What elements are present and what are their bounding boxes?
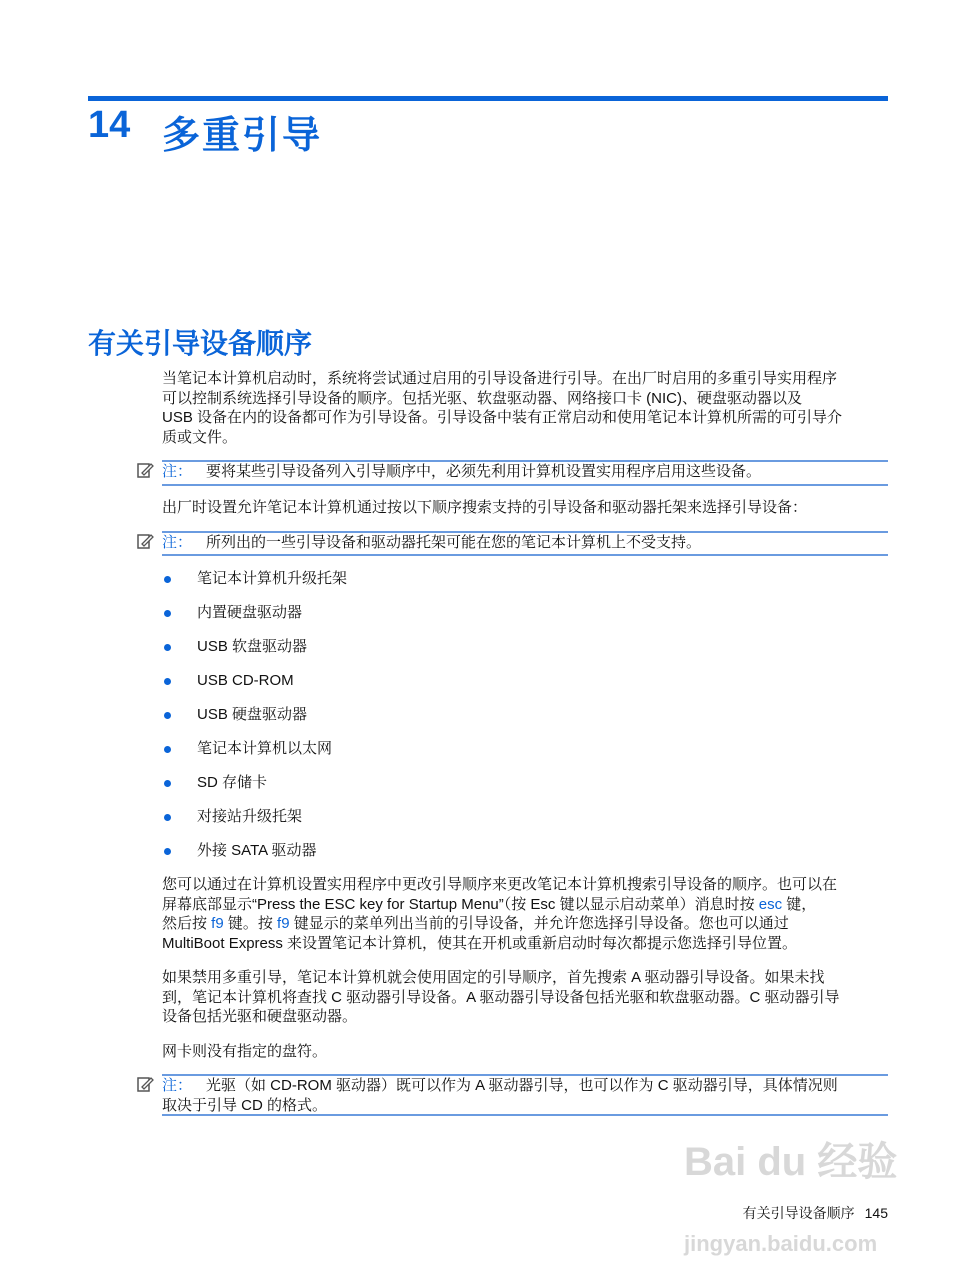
text-line: USB 设备在内的设备都可作为引导设备。引导设备中装有正常启动和使用笔记本计算机所需的可引导介 — [162, 409, 843, 426]
note-label: 注： — [162, 1077, 193, 1094]
text-line: 质或文件。 — [162, 428, 238, 446]
page-number: 145 — [864, 1205, 888, 1221]
text-line: MultiBoot Express 来设置笔记本计算机，使其在开机或重新启动时每次都提示您选择引导位置。 — [162, 934, 798, 952]
list-item: USB CD-ROM — [197, 672, 294, 689]
text-span: 键显示的菜单列出当前的引导设备，并允许您选择引导设备。您也可以通过 — [289, 915, 789, 932]
chapter-rule — [88, 96, 888, 101]
text-line: 到，笔记本计算机将查找 C 驱动器引导设备。A 驱动器引导设备包括光驱和软盘驱动器。C 驱动器引导 — [162, 988, 840, 1006]
text-line — [162, 895, 837, 915]
watermark-url: jingyan.baidu.com — [684, 1231, 878, 1256]
key-f9: f9 — [277, 915, 290, 932]
list-item: 外接 SATA 驱动器 — [197, 842, 317, 859]
note-label: 注： — [162, 463, 193, 480]
text-line: 您可以通过在计算机设置实用程序中更改引导顺序来更改笔记本计算机搜索引导设备的顺序。也可以在 — [162, 876, 838, 893]
page-footer — [743, 1204, 888, 1222]
bullet-icon — [164, 780, 171, 787]
text-line — [162, 914, 837, 934]
bullet-icon — [164, 746, 171, 753]
bullet-icon — [164, 610, 171, 617]
bullet-icon — [164, 678, 171, 685]
bullet-icon — [164, 712, 171, 719]
note-2 — [162, 533, 701, 553]
text-line: 如果禁用多重引导，笔记本计算机就会使用固定的引导顺序，首先搜索 A 驱动器引导设备。如果未找 — [162, 969, 825, 986]
list-item: 笔记本计算机以太网 — [197, 740, 333, 757]
paragraph-2: 出厂时设置允许笔记本计算机通过按以下顺序搜索支持的引导设备和驱动器托架来选择引导设备： — [162, 499, 808, 516]
note-text: 所列出的一些引导设备和驱动器托架可能在您的笔记本计算机上不受支持。 — [206, 534, 702, 551]
note-icon — [136, 532, 154, 550]
footer-section: 有关引导设备顺序 — [742, 1205, 855, 1221]
note-rule-bottom — [162, 484, 888, 486]
text-span: 键。按 — [223, 915, 278, 932]
text-span: 然后按 — [162, 915, 212, 932]
paragraph-4 — [162, 968, 840, 1027]
text-line: 当笔记本计算机启动时，系统将尝试通过启用的引导设备进行引导。在出厂时启用的多重引导实用程序 — [162, 370, 838, 387]
chapter-title: 多重引导 — [162, 115, 323, 157]
key-esc: esc — [758, 895, 783, 913]
note-rule-bottom — [162, 1114, 888, 1116]
list-item: SD 存储卡 — [197, 774, 268, 791]
note-text: 取决于引导 CD 的格式。 — [162, 1096, 328, 1114]
note-rule-bottom — [162, 554, 888, 556]
text-span: 键， — [782, 895, 817, 913]
bullet-icon — [164, 848, 171, 855]
text-line: 可以控制系统选择引导设备的顺序。包括光驱、软盘驱动器、网络接口卡 (NIC)、硬盘驱动器以及 — [162, 389, 802, 407]
intro-paragraph — [162, 369, 842, 447]
note-icon — [136, 1075, 154, 1093]
note-label: 注： — [162, 534, 193, 551]
list-item: USB 硬盘驱动器 — [197, 706, 308, 723]
bullet-icon — [164, 644, 171, 651]
list-item: 笔记本计算机升级托架 — [197, 570, 348, 587]
section-title: 有关引导设备顺序 — [88, 328, 313, 359]
note-3 — [162, 1076, 838, 1115]
paragraph-3 — [162, 875, 837, 953]
text-line: 设备包括光驱和硬盘驱动器。 — [162, 1008, 358, 1025]
note-icon — [136, 461, 154, 479]
list-item: 对接站升级托架 — [197, 808, 303, 825]
watermark-logo: Bai du 经验 — [684, 1140, 898, 1184]
key-f9: f9 — [211, 915, 224, 932]
text-line — [162, 1076, 838, 1096]
note-text: 光驱（如 CD-ROM 驱动器）既可以作为 A 驱动器引导，也可以作为 C 驱动器引导，具体情况则 — [206, 1077, 838, 1094]
note-1 — [162, 462, 761, 482]
paragraph-5: 网卡则没有指定的盘符。 — [162, 1043, 328, 1060]
list-item: 内置硬盘驱动器 — [197, 604, 303, 621]
chapter-number: 14 — [88, 104, 131, 146]
bullet-icon — [164, 814, 171, 821]
text-span: 屏幕底部显示“Press the ESC key for Startup Menu”（按 Esc 键以显示启动菜单）消息时按 — [162, 895, 759, 913]
bullet-icon — [164, 576, 171, 583]
note-text: 要将某些引导设备列入引导顺序中，必须先利用计算机设置实用程序启用这些设备。 — [206, 463, 762, 480]
list-item: USB 软盘驱动器 — [197, 638, 308, 655]
